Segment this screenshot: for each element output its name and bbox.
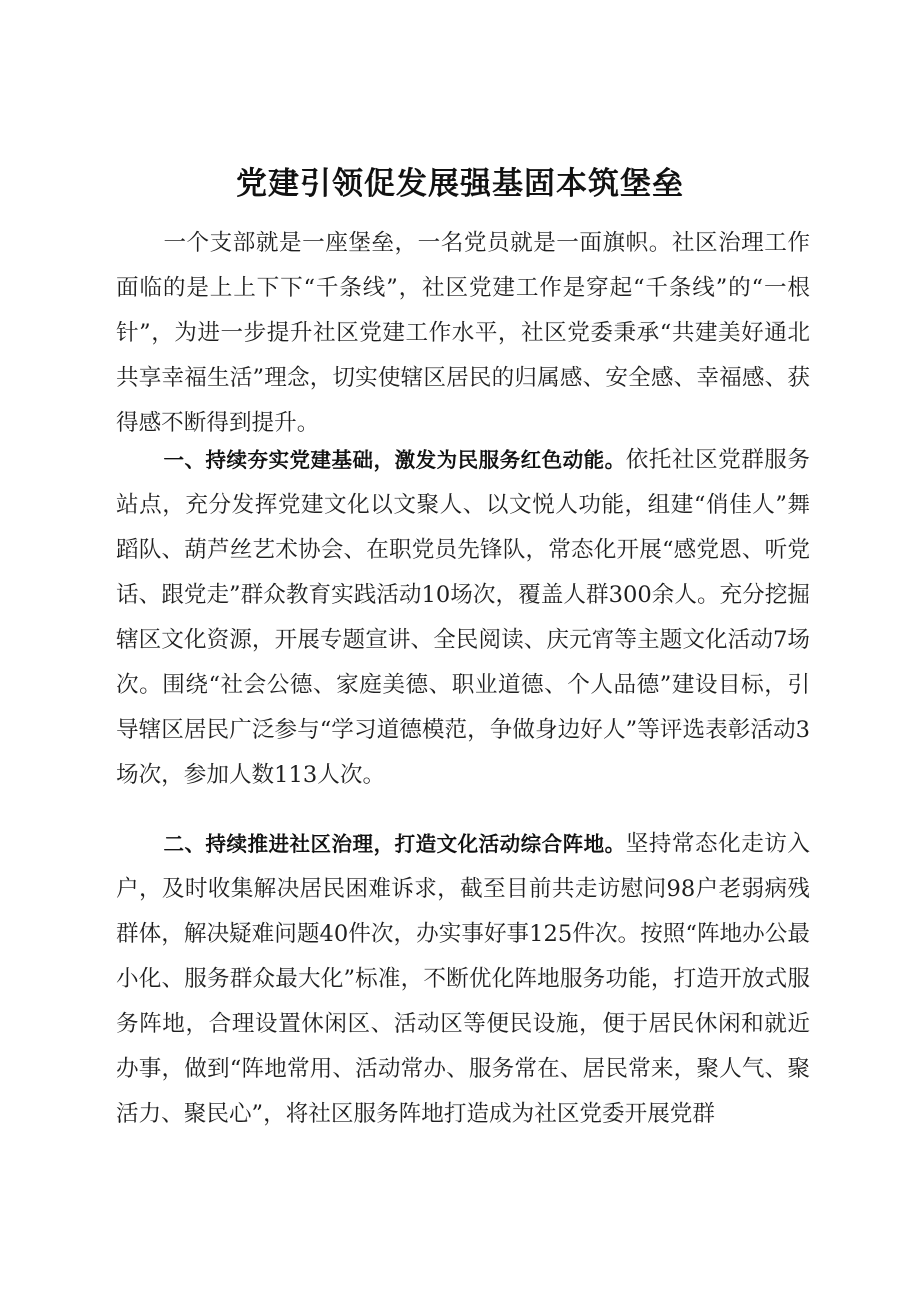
paragraph-intro-text: 一个支部就是一座堡垒，一名党员就是一面旗帜。社区治理工作面临的是上上下下“千条线”，社区党建工作是穿起“千条线”的“一根针”，为进一步提升社区党建工作水平，社区党委秉承“共建美好通北共享幸福生活”理念，切实使辖区居民的归属感、安全感、幸福感、获得感不断得到提升。: [116, 230, 810, 436]
section-1-heading: 一、持续夯实党建基础，激发为民服务红色动能。: [163, 448, 626, 472]
paragraph-section-2: [116, 822, 810, 1137]
section-2-heading: 二、持续推进社区治理，打造文化活动综合阵地。: [163, 832, 626, 856]
section-2-text: 坚持常态化走访入户，及时收集解决居民困难诉求，截至目前共走访慰问98户老弱病残群体，解决疑难问题40件次，办实事好事125件次。按照“阵地办公最小化、服务群众最大化”标准，不断优化阵地服务功能，打造开放式服务阵地，合理设置休闲区、活动区等便民设施，便于居民休闲和就近办事，做到“阵地常用、活动常办、服务常在、居民常来，聚人气、聚活力、聚民心”，将社区服务阵地打造成为社区党委开展党群: [116, 831, 811, 1127]
document-title: 党建引领促发展强基固本筑堡垒: [236, 166, 684, 202]
paragraph-intro: [116, 221, 810, 446]
section-1-text: 依托社区党群服务站点，充分发挥党建文化以文聚人、以文悦人功能，组建“俏佳人”舞蹈队、葫芦丝艺术协会、在职党员先锋队，常态化开展“感党恩、听党话、跟党走”群众教育实践活动10场次，覆盖人群300余人。充分挖掘辖区文化资源，开展专题宣讲、全民阅读、庆元宵等主题文化活动7场次。围绕“社会公德、家庭美德、职业道德、个人品德”建设目标，引导辖区居民广泛参与“学习道德模范，争做身边好人”等评选表彰活动3场次，参加人数113人次。: [116, 447, 811, 788]
paragraph-section-1: [116, 438, 810, 798]
